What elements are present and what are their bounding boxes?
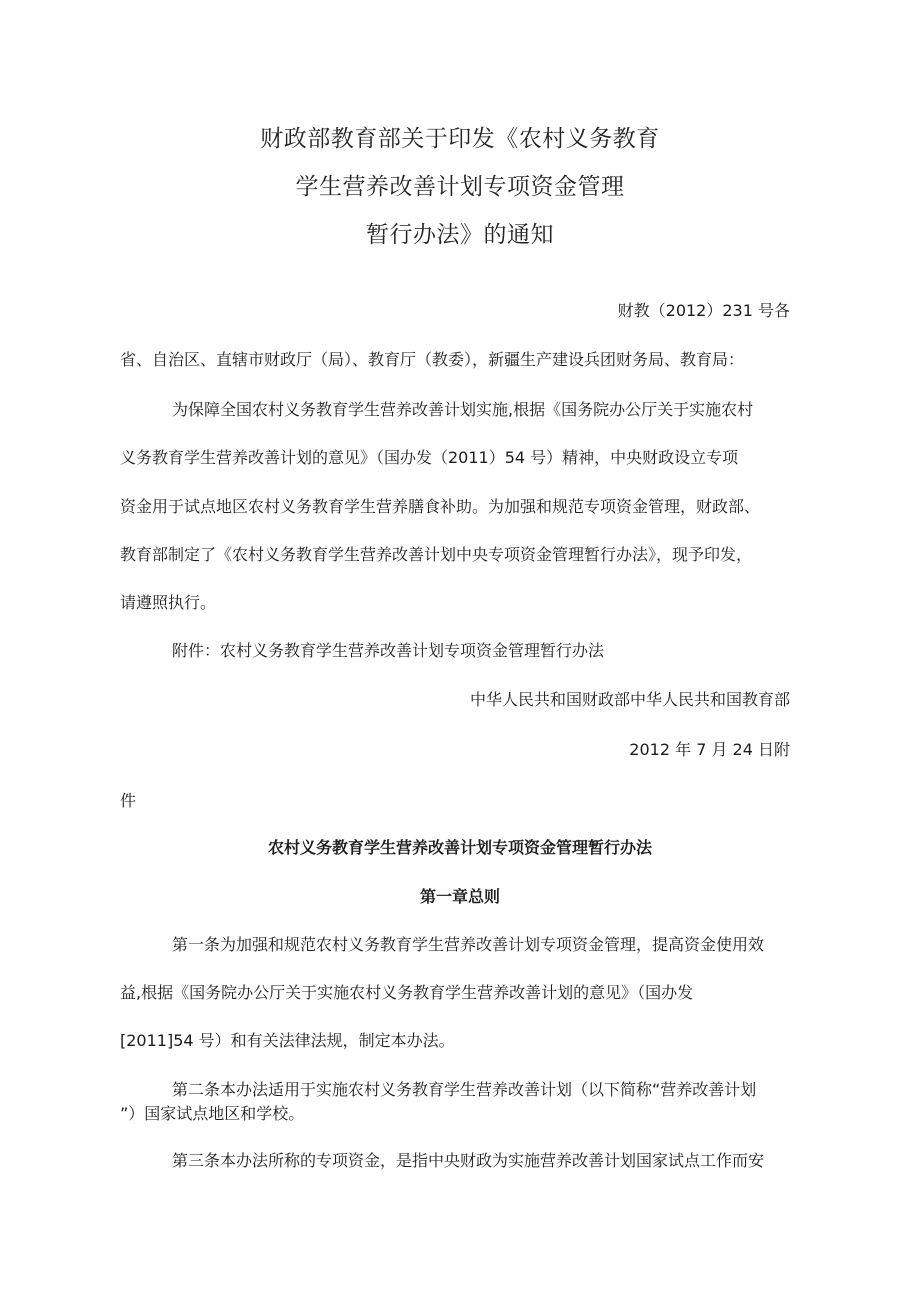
- notice-title-line-3: 暂行办法》的通知: [366, 222, 554, 248]
- paragraph-1-line-1: 为保障全国农村义务教育学生营养改善计划实施,根据《国务院办公厅关于实施农村: [172, 400, 754, 419]
- issue-date: 2012 年 7 月 24 日附: [629, 740, 790, 759]
- article-1-line-1: 第一条为加强和规范农村义务教育学生营养改善计划专项资金管理，提高资金使用效: [172, 935, 765, 954]
- notice-title-line-2: 学生营养改善计划专项资金管理: [295, 174, 625, 200]
- article-1-line-3: [2011]54 号）和有关法律法规，制定本办法。: [120, 1031, 455, 1050]
- attachment-fragment: 件: [120, 791, 137, 810]
- attachment-line: 附件：农村义务教育学生营养改善计划专项资金管理暂行办法: [172, 641, 605, 660]
- article-2-line-1: 第二条本办法适用于实施农村义务教育学生营养改善计划（以下简称“营养改善计划: [172, 1080, 757, 1099]
- article-2-line-2: ”）国家试点地区和学校。: [120, 1104, 305, 1123]
- document-number: 财教（2012）231 号各: [617, 301, 790, 320]
- paragraph-1-line-5: 请遵照执行。: [120, 593, 217, 612]
- paragraph-1-line-4: 教育部制定了《农村义务教育学生营养改善计划中央专项资金管理暂行办法》，现予印发，: [120, 545, 753, 564]
- chapter-title: 第一章总则: [419, 887, 500, 906]
- article-1-line-2: 益,根据《国务院办公厅关于实施农村义务教育学生营养改善计划的意见》（国办发: [120, 983, 694, 1002]
- recipients-line: 省、自治区、直辖市财政厅（局）、教育厅（教委），新疆生产建设兵团财务局、教育局：: [120, 350, 745, 369]
- notice-title-line-1: 财政部教育部关于印发《农村义务教育: [260, 126, 660, 152]
- paragraph-1-line-3: 资金用于试点地区农村义务教育学生营养膳食补助。为加强和规范专项资金管理，财政部、: [120, 497, 761, 516]
- signatories: 中华人民共和国财政部中华人民共和国教育部: [469, 690, 790, 709]
- article-3-line-1: 第三条本办法所称的专项资金，是指中央财政为实施营养改善计划国家试点工作而安: [172, 1151, 765, 1170]
- paragraph-1-line-2: 义务教育学生营养改善计划的意见》（国办发（2011）54 号）精神，中央财政设立专项: [120, 448, 739, 467]
- measures-title: 农村义务教育学生营养改善计划专项资金管理暂行办法: [267, 838, 652, 857]
